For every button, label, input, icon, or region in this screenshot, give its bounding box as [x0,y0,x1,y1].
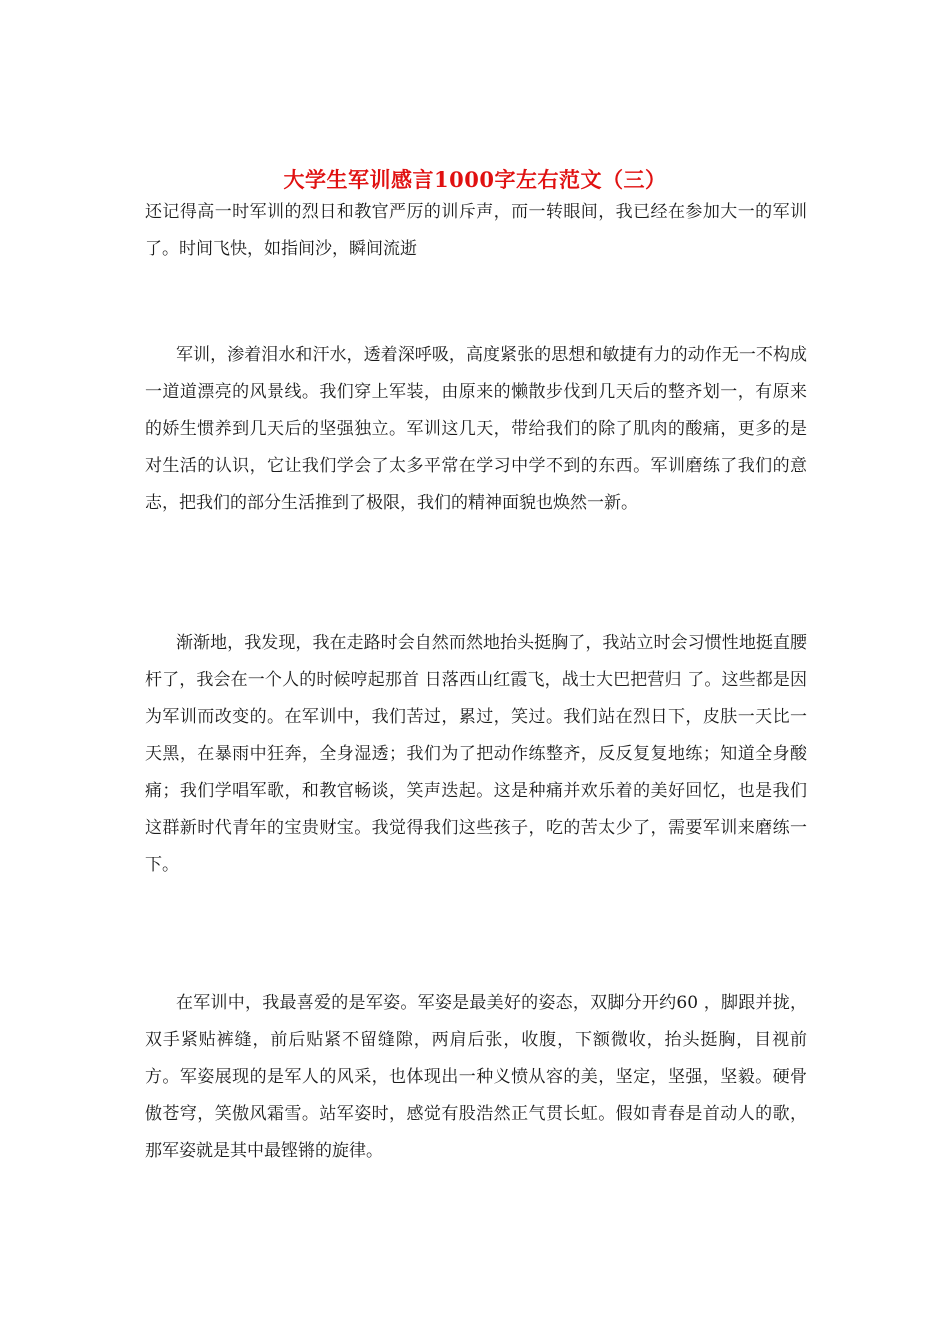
body-paragraph-3: 在军训中，我最喜爱的是军姿。军姿是最美好的姿态，双脚分开约60 ，脚跟并拢，双手紧贴裤缝，前后贴紧不留缝隙，两肩后张，收腹，下额微收，抬头挺胸，目视前方。军姿展现的是军人的风采，也体现出一种义愤从容的美，坚定，坚强，坚毅。硬骨傲苍穹，笑傲风霜雪。站军姿时，感觉有股浩然正气贯长虹。假如青春是首动人的歌，那军姿就是其中最铿锵的旋律。 [145,993,807,1161]
intro-paragraph: 还记得高一时军训的烈日和教官严厉的训斥声，而一转眼间，我已经在参加大一的军训了。时间飞快，如指间沙，瞬间流逝 [145,202,807,259]
body-paragraph-2: 渐渐地，我发现，我在走路时会自然而然地抬头挺胸了，我站立时会习惯性地挺直腰杆了，我会在一个人的时候哼起那首 日落西山红霞飞，战士大巴把营归 了。这些都是因为军训而改变的。在军训中，我们苦过，累过，笑过。我们站在烈日下，皮肤一天比一天黑，在暴雨中狂奔，全身湿透；我们为了把动作练整齐，反反复复地练；知道全身酸痛；我们学唱军歌，和教官畅谈，笑声迭起。这是种痛并欢乐着的美好回忆，也是我们这群新时代青年的宝贵财宝。我觉得我们这些孩子，吃的苦太少了，需要军训来磨练一下。 [145,633,807,875]
document-title: 大学生军训感言1000字左右范文（三） [283,167,667,193]
body-paragraph-1: 军训，渗着泪水和汗水，透着深呼吸，高度紧张的思想和敏捷有力的动作无一不构成一道道漂亮的风景线。我们穿上军装，由原来的懒散步伐到几天后的整齐划一，有原来的娇生惯养到几天后的坚强独立。军训这几天，带给我们的除了肌肉的酸痛，更多的是对生活的认识，它让我们学会了太多平常在学习中学不到的东西。军训磨练了我们的意志，把我们的部分生活推到了极限，我们的精神面貌也焕然一新。 [145,345,807,513]
